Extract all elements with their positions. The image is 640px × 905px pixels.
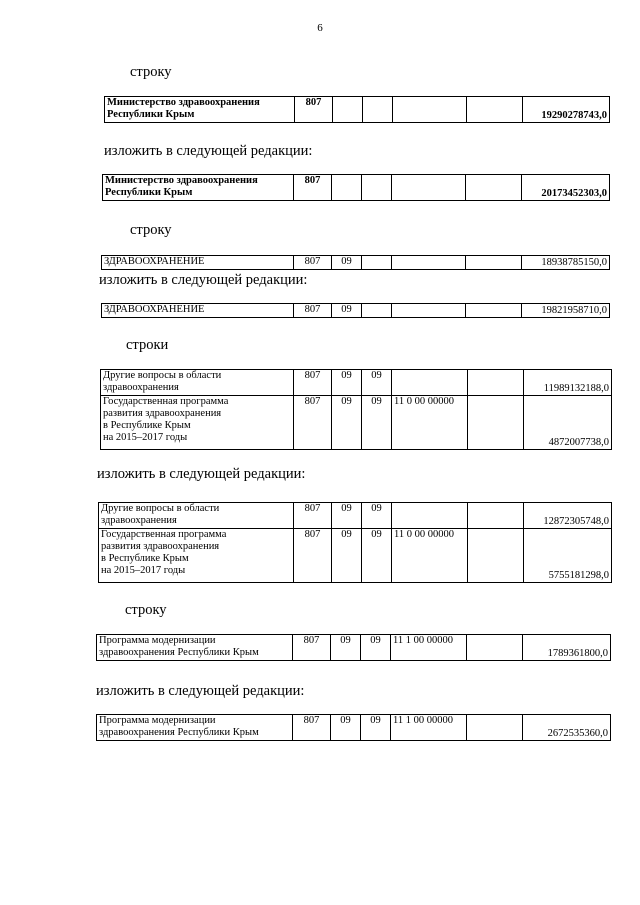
cell-vr (466, 304, 522, 318)
cell-rz: 09 (332, 256, 362, 270)
cell-pr: 09 (362, 396, 392, 450)
row-name (99, 503, 294, 529)
cell-rz: 09 (332, 529, 362, 583)
cell-csr: 11 0 00 00000 (392, 529, 468, 583)
cell-vr (468, 370, 524, 396)
table-other-old (100, 369, 612, 450)
row-name-line: Министерство здравоохранения (107, 97, 260, 108)
label-izlozhit-3: изложить в следующей редакции: (97, 466, 306, 482)
label-stroku-3: строку (125, 602, 167, 618)
row-name-line: Программа модернизации (99, 715, 216, 726)
cell-ved: 807 (294, 370, 332, 396)
table-modern-new (96, 714, 611, 741)
cell-vr (468, 503, 524, 529)
cell-pr (362, 175, 392, 201)
table-ministry-old (104, 96, 610, 123)
cell-sum: 18938785150,0 (522, 256, 610, 270)
table-health-new (101, 303, 610, 318)
cell-sum: 4872007738,0 (524, 396, 612, 450)
row-name-line: Республики Крым (107, 109, 195, 120)
table-row (99, 503, 612, 529)
cell-csr (393, 97, 467, 123)
row-name (102, 304, 294, 318)
table-row (105, 97, 610, 123)
cell-csr (392, 175, 466, 201)
cell-sum: 2672535360,0 (523, 715, 611, 741)
cell-pr (362, 304, 392, 318)
label-izlozhit-1: изложить в следующей редакции: (104, 143, 313, 159)
row-name-line: здравоохранения (103, 382, 179, 393)
cell-sum: 1789361800,0 (523, 635, 611, 661)
cell-ved: 807 (293, 635, 331, 661)
row-name-line: здравоохранения Республики Крым (99, 647, 259, 658)
cell-rz: 09 (331, 635, 361, 661)
cell-csr (392, 370, 468, 396)
cell-pr: 09 (362, 503, 392, 529)
row-name-line: ЗДРАВООХРАНЕНИЕ (104, 304, 205, 315)
cell-rz (332, 175, 362, 201)
cell-rz: 09 (332, 370, 362, 396)
cell-vr (467, 97, 523, 123)
cell-csr (392, 256, 466, 270)
table-row (99, 529, 612, 583)
row-name-line: развития здравоохранения (101, 541, 220, 552)
cell-rz: 09 (332, 396, 362, 450)
cell-vr (466, 256, 522, 270)
cell-vr (468, 529, 524, 583)
row-name-line: в Республике Крым (103, 420, 191, 431)
row-name (105, 97, 295, 123)
row-name-line: здравоохранения (101, 515, 177, 526)
table-row (97, 635, 611, 661)
row-name (101, 370, 294, 396)
label-stroku-1: строку (130, 64, 172, 80)
table-ministry-new (102, 174, 610, 201)
cell-vr (467, 715, 523, 741)
cell-pr (363, 97, 393, 123)
table-row (103, 175, 610, 201)
cell-sum: 20173452303,0 (522, 175, 610, 201)
row-name-line: Программа модернизации (99, 635, 216, 646)
cell-ved: 807 (294, 529, 332, 583)
row-name (101, 396, 294, 450)
cell-ved: 807 (295, 97, 333, 123)
row-name-line: в Республике Крым (101, 553, 189, 564)
row-name-line: развития здравоохранения (103, 408, 222, 419)
table-row (101, 370, 612, 396)
cell-ved: 807 (294, 304, 332, 318)
row-name-line: Государственная программа (101, 529, 227, 540)
cell-csr: 11 0 00 00000 (392, 396, 468, 450)
label-stroki: строки (126, 337, 169, 353)
row-name (103, 175, 294, 201)
row-name-line: Министерство здравоохранения (105, 175, 258, 186)
cell-sum: 19821958710,0 (522, 304, 610, 318)
table-health-old (101, 255, 610, 270)
cell-pr: 09 (362, 370, 392, 396)
row-name-line: на 2015–2017 годы (101, 565, 186, 576)
row-name (97, 635, 293, 661)
table-row (101, 396, 612, 450)
cell-pr: 09 (362, 529, 392, 583)
cell-ved: 807 (294, 396, 332, 450)
table-row (102, 256, 610, 270)
cell-rz: 09 (332, 304, 362, 318)
cell-sum: 11989132188,0 (524, 370, 612, 396)
cell-sum: 12872305748,0 (524, 503, 612, 529)
row-name (97, 715, 293, 741)
cell-csr: 11 1 00 00000 (391, 715, 467, 741)
row-name (102, 256, 294, 270)
cell-pr: 09 (361, 715, 391, 741)
cell-sum: 5755181298,0 (524, 529, 612, 583)
row-name-line: ЗДРАВООХРАНЕНИЕ (104, 256, 205, 267)
row-name-line: Другие вопросы в области (103, 370, 222, 381)
cell-ved: 807 (294, 175, 332, 201)
cell-ved: 807 (294, 256, 332, 270)
cell-ved: 807 (294, 503, 332, 529)
cell-rz: 09 (331, 715, 361, 741)
cell-vr (466, 175, 522, 201)
cell-vr (468, 396, 524, 450)
cell-rz: 09 (332, 503, 362, 529)
cell-sum: 19290278743,0 (523, 97, 610, 123)
row-name-line: Другие вопросы в области (101, 503, 220, 514)
label-izlozhit-2: изложить в следующей редакции: (99, 272, 308, 288)
label-stroku-2: строку (130, 222, 172, 238)
cell-pr (362, 256, 392, 270)
cell-rz (333, 97, 363, 123)
row-name (99, 529, 294, 583)
table-row (102, 304, 610, 318)
row-name-line: Государственная программа (103, 396, 229, 407)
cell-csr (392, 304, 466, 318)
row-name-line: Республики Крым (105, 187, 193, 198)
cell-csr: 11 1 00 00000 (391, 635, 467, 661)
cell-vr (467, 635, 523, 661)
row-name-line: здравоохранения Республики Крым (99, 727, 259, 738)
cell-ved: 807 (293, 715, 331, 741)
table-row (97, 715, 611, 741)
page-number: 6 (317, 22, 323, 34)
cell-pr: 09 (361, 635, 391, 661)
label-izlozhit-4: изложить в следующей редакции: (96, 683, 305, 699)
table-modern-old (96, 634, 611, 661)
table-other-new (98, 502, 612, 583)
row-name-line: на 2015–2017 годы (103, 432, 188, 443)
cell-csr (392, 503, 468, 529)
